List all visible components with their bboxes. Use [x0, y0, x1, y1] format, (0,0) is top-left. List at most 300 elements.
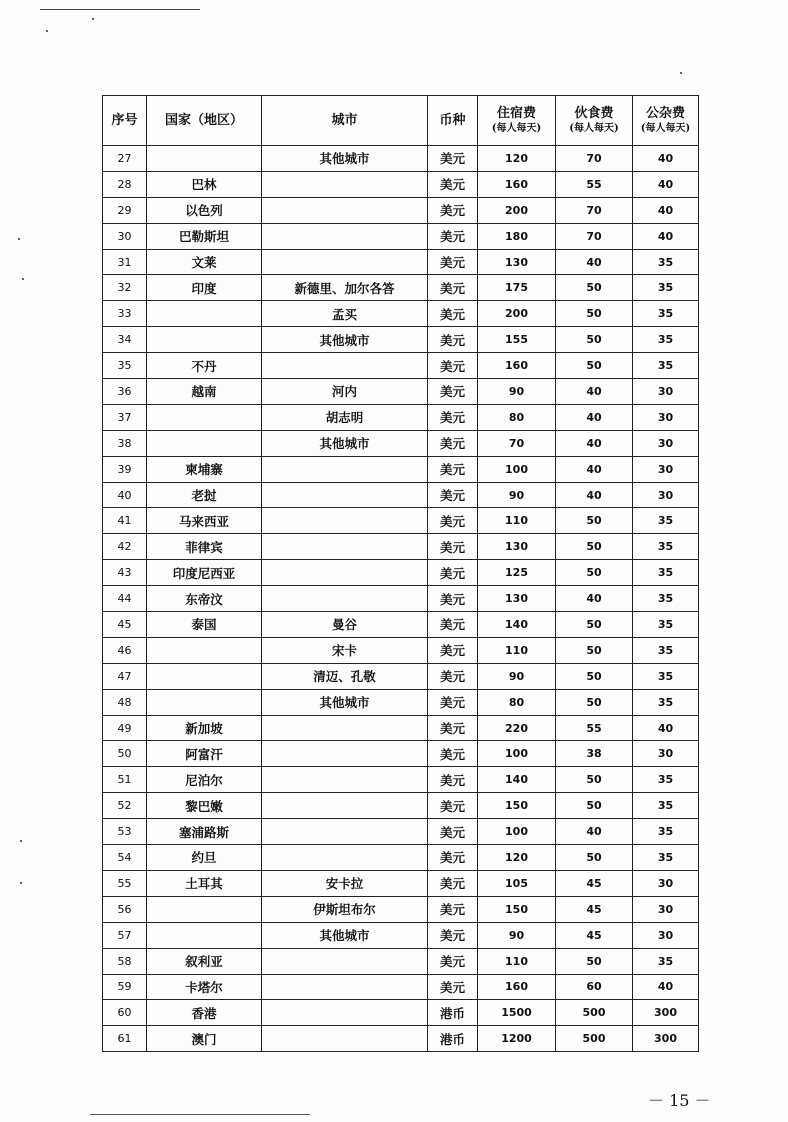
cell-currency: 美元: [428, 301, 478, 327]
cell-currency: 美元: [428, 715, 478, 741]
table-row: [103, 249, 699, 275]
cell-currency: 美元: [428, 275, 478, 301]
table-row: [103, 637, 699, 663]
cell-city: [262, 456, 428, 482]
table-row: [103, 1026, 699, 1052]
cell-misc: 30: [633, 482, 699, 508]
cell-country: 尼泊尔: [147, 767, 262, 793]
cell-seq: 46: [103, 637, 147, 663]
cell-meals: 50: [556, 508, 633, 534]
cell-seq: 42: [103, 534, 147, 560]
cell-currency: 美元: [428, 819, 478, 845]
cell-currency: 美元: [428, 612, 478, 638]
cell-seq: 48: [103, 689, 147, 715]
table-row: [103, 197, 699, 223]
cell-lodging: 90: [478, 379, 556, 405]
cell-currency: 美元: [428, 249, 478, 275]
cell-lodging: 150: [478, 896, 556, 922]
cell-lodging: 160: [478, 353, 556, 379]
cell-country: 阿富汗: [147, 741, 262, 767]
cell-lodging: 120: [478, 845, 556, 871]
cell-country: 叙利亚: [147, 948, 262, 974]
cell-seq: 60: [103, 1000, 147, 1026]
cell-meals: 40: [556, 379, 633, 405]
cell-meals: 500: [556, 1026, 633, 1052]
cell-city: [262, 948, 428, 974]
cell-misc: 35: [633, 301, 699, 327]
cell-currency: 美元: [428, 637, 478, 663]
table-row: [103, 146, 699, 172]
cell-misc: 30: [633, 404, 699, 430]
cell-lodging: 80: [478, 404, 556, 430]
table-row: [103, 275, 699, 301]
cell-seq: 54: [103, 845, 147, 871]
table-row: [103, 560, 699, 586]
cell-meals: 55: [556, 715, 633, 741]
table-row: [103, 379, 699, 405]
cell-country: [147, 327, 262, 353]
cell-meals: 70: [556, 197, 633, 223]
cell-meals: 50: [556, 637, 633, 663]
table-row: [103, 819, 699, 845]
cell-misc: 40: [633, 146, 699, 172]
cell-meals: 40: [556, 430, 633, 456]
cell-seq: 51: [103, 767, 147, 793]
cell-country: [147, 689, 262, 715]
cell-meals: 50: [556, 301, 633, 327]
cell-seq: 37: [103, 404, 147, 430]
cell-lodging: 100: [478, 741, 556, 767]
cell-currency: 美元: [428, 404, 478, 430]
cell-currency: 美元: [428, 197, 478, 223]
table-row: [103, 870, 699, 896]
header-lodging-unit: (每人每天): [491, 122, 542, 134]
cell-seq: 36: [103, 379, 147, 405]
cell-misc: 30: [633, 922, 699, 948]
cell-lodging: 155: [478, 327, 556, 353]
cell-lodging: 100: [478, 819, 556, 845]
cell-meals: 45: [556, 870, 633, 896]
cell-meals: 50: [556, 767, 633, 793]
header-seq: 序号: [103, 96, 147, 146]
cell-currency: 港币: [428, 1000, 478, 1026]
cell-misc: 40: [633, 171, 699, 197]
cell-misc: 40: [633, 715, 699, 741]
cell-currency: 美元: [428, 896, 478, 922]
cell-city: 其他城市: [262, 327, 428, 353]
cell-lodging: 130: [478, 534, 556, 560]
cell-lodging: 90: [478, 663, 556, 689]
cell-currency: 美元: [428, 767, 478, 793]
cell-meals: 40: [556, 482, 633, 508]
cell-country: 文莱: [147, 249, 262, 275]
cell-seq: 32: [103, 275, 147, 301]
cell-country: 以色列: [147, 197, 262, 223]
cell-country: 菲律宾: [147, 534, 262, 560]
cell-meals: 55: [556, 171, 633, 197]
cell-meals: 500: [556, 1000, 633, 1026]
cell-currency: 美元: [428, 534, 478, 560]
table-row: [103, 482, 699, 508]
cell-currency: 美元: [428, 327, 478, 353]
cell-lodging: 150: [478, 793, 556, 819]
cell-country: 黎巴嫩: [147, 793, 262, 819]
scan-speck: [46, 30, 48, 32]
cell-city: [262, 223, 428, 249]
travel-fee-table: [102, 95, 699, 1052]
cell-country: [147, 637, 262, 663]
cell-city: [262, 171, 428, 197]
cell-country: [147, 404, 262, 430]
cell-currency: 美元: [428, 482, 478, 508]
cell-misc: 35: [633, 819, 699, 845]
cell-country: [147, 430, 262, 456]
cell-city: 孟买: [262, 301, 428, 327]
cell-seq: 47: [103, 663, 147, 689]
cell-meals: 70: [556, 146, 633, 172]
table-row: [103, 586, 699, 612]
cell-country: 土耳其: [147, 870, 262, 896]
cell-seq: 57: [103, 922, 147, 948]
cell-lodging: 90: [478, 922, 556, 948]
table-row: [103, 896, 699, 922]
cell-currency: 美元: [428, 663, 478, 689]
cell-city: 新德里、加尔各答: [262, 275, 428, 301]
cell-country: 塞浦路斯: [147, 819, 262, 845]
cell-meals: 70: [556, 223, 633, 249]
cell-lodging: 200: [478, 301, 556, 327]
cell-seq: 33: [103, 301, 147, 327]
scan-edge-line: [40, 9, 200, 10]
cell-currency: 港币: [428, 1026, 478, 1052]
cell-seq: 28: [103, 171, 147, 197]
cell-country: 马来西亚: [147, 508, 262, 534]
cell-misc: 35: [633, 560, 699, 586]
cell-misc: 35: [633, 534, 699, 560]
cell-meals: 50: [556, 534, 633, 560]
header-lodging: [478, 96, 556, 146]
cell-meals: 50: [556, 560, 633, 586]
cell-seq: 39: [103, 456, 147, 482]
cell-city: [262, 353, 428, 379]
cell-city: [262, 560, 428, 586]
header-currency: 币种: [428, 96, 478, 146]
cell-country: 卡塔尔: [147, 974, 262, 1000]
table-row: [103, 715, 699, 741]
cell-seq: 35: [103, 353, 147, 379]
cell-lodging: 160: [478, 171, 556, 197]
cell-misc: 300: [633, 1000, 699, 1026]
cell-country: 老挝: [147, 482, 262, 508]
cell-city: [262, 1026, 428, 1052]
cell-misc: 35: [633, 663, 699, 689]
cell-currency: 美元: [428, 146, 478, 172]
table-row: [103, 171, 699, 197]
cell-currency: 美元: [428, 586, 478, 612]
cell-seq: 49: [103, 715, 147, 741]
page-number: － 15 －: [648, 1091, 711, 1110]
cell-country: 印度尼西亚: [147, 560, 262, 586]
cell-misc: 35: [633, 689, 699, 715]
cell-lodging: 175: [478, 275, 556, 301]
cell-currency: 美元: [428, 560, 478, 586]
cell-misc: 35: [633, 249, 699, 275]
table-row: [103, 767, 699, 793]
cell-lodging: 1200: [478, 1026, 556, 1052]
cell-seq: 31: [103, 249, 147, 275]
cell-country: 柬埔寨: [147, 456, 262, 482]
scan-speck: [20, 840, 22, 842]
cell-seq: 38: [103, 430, 147, 456]
cell-meals: 45: [556, 922, 633, 948]
header-country: 国家（地区）: [147, 96, 262, 146]
cell-seq: 34: [103, 327, 147, 353]
cell-seq: 56: [103, 896, 147, 922]
cell-country: [147, 146, 262, 172]
cell-country: 巴林: [147, 171, 262, 197]
scan-edge-line: [90, 1114, 310, 1115]
cell-currency: 美元: [428, 171, 478, 197]
cell-currency: 美元: [428, 922, 478, 948]
cell-currency: 美元: [428, 741, 478, 767]
cell-city: [262, 974, 428, 1000]
cell-seq: 30: [103, 223, 147, 249]
cell-seq: 50: [103, 741, 147, 767]
cell-misc: 35: [633, 508, 699, 534]
cell-country: 新加坡: [147, 715, 262, 741]
cell-meals: 45: [556, 896, 633, 922]
cell-meals: 40: [556, 404, 633, 430]
scan-speck: [22, 278, 24, 280]
cell-country: [147, 922, 262, 948]
table-row: [103, 404, 699, 430]
cell-misc: 30: [633, 430, 699, 456]
cell-lodging: 125: [478, 560, 556, 586]
cell-seq: 27: [103, 146, 147, 172]
cell-lodging: 80: [478, 689, 556, 715]
cell-lodging: 120: [478, 146, 556, 172]
cell-misc: 40: [633, 974, 699, 1000]
table-header-row: [103, 96, 699, 146]
header-misc-unit: (每人每天): [640, 122, 691, 134]
cell-currency: 美元: [428, 508, 478, 534]
cell-country: 巴勒斯坦: [147, 223, 262, 249]
cell-meals: 50: [556, 275, 633, 301]
cell-meals: 50: [556, 663, 633, 689]
cell-country: 不丹: [147, 353, 262, 379]
cell-misc: 40: [633, 223, 699, 249]
table-row: [103, 353, 699, 379]
cell-city: [262, 586, 428, 612]
header-misc-label: 公杂费: [645, 105, 685, 121]
cell-misc: 35: [633, 612, 699, 638]
cell-misc: 300: [633, 1026, 699, 1052]
cell-lodging: 110: [478, 508, 556, 534]
cell-meals: 40: [556, 586, 633, 612]
cell-city: 安卡拉: [262, 870, 428, 896]
header-meals: [556, 96, 633, 146]
table-row: [103, 974, 699, 1000]
cell-lodging: 105: [478, 870, 556, 896]
cell-city: [262, 1000, 428, 1026]
cell-country: 越南: [147, 379, 262, 405]
cell-country: 约旦: [147, 845, 262, 871]
cell-misc: 35: [633, 637, 699, 663]
cell-seq: 61: [103, 1026, 147, 1052]
cell-city: [262, 715, 428, 741]
cell-country: 香港: [147, 1000, 262, 1026]
table-row: [103, 1000, 699, 1026]
header-misc: [633, 96, 699, 146]
table-row: [103, 663, 699, 689]
cell-misc: 30: [633, 379, 699, 405]
cell-lodging: 90: [478, 482, 556, 508]
cell-city: 曼谷: [262, 612, 428, 638]
cell-currency: 美元: [428, 353, 478, 379]
cell-city: 伊斯坦布尔: [262, 896, 428, 922]
cell-currency: 美元: [428, 456, 478, 482]
cell-meals: 50: [556, 327, 633, 353]
cell-currency: 美元: [428, 223, 478, 249]
cell-city: 其他城市: [262, 922, 428, 948]
cell-misc: 40: [633, 197, 699, 223]
header-lodging-label: 住宿费: [496, 105, 536, 121]
table-row: [103, 534, 699, 560]
table-row: [103, 793, 699, 819]
cell-seq: 43: [103, 560, 147, 586]
cell-seq: 55: [103, 870, 147, 896]
cell-meals: 40: [556, 819, 633, 845]
cell-currency: 美元: [428, 870, 478, 896]
cell-seq: 59: [103, 974, 147, 1000]
cell-meals: 60: [556, 974, 633, 1000]
header-meals-unit: (每人每天): [569, 122, 619, 134]
cell-country: [147, 301, 262, 327]
cell-seq: 44: [103, 586, 147, 612]
cell-seq: 58: [103, 948, 147, 974]
table-row: [103, 223, 699, 249]
cell-country: [147, 663, 262, 689]
cell-lodging: 200: [478, 197, 556, 223]
cell-city: [262, 741, 428, 767]
cell-misc: 35: [633, 275, 699, 301]
cell-currency: 美元: [428, 430, 478, 456]
cell-currency: 美元: [428, 948, 478, 974]
table-row: [103, 430, 699, 456]
cell-city: 胡志明: [262, 404, 428, 430]
cell-misc: 30: [633, 741, 699, 767]
table-row: [103, 612, 699, 638]
cell-city: 清迈、孔敬: [262, 663, 428, 689]
cell-city: [262, 534, 428, 560]
cell-meals: 50: [556, 689, 633, 715]
cell-currency: 美元: [428, 974, 478, 1000]
cell-misc: 35: [633, 586, 699, 612]
cell-lodging: 110: [478, 948, 556, 974]
cell-misc: 35: [633, 353, 699, 379]
scan-speck: [20, 882, 22, 884]
cell-city: [262, 482, 428, 508]
table-row: [103, 741, 699, 767]
cell-city: 其他城市: [262, 146, 428, 172]
cell-misc: 30: [633, 870, 699, 896]
cell-city: 宋卡: [262, 637, 428, 663]
table-row: [103, 456, 699, 482]
cell-city: [262, 819, 428, 845]
table-body: [103, 146, 699, 1052]
cell-meals: 40: [556, 456, 633, 482]
cell-lodging: 160: [478, 974, 556, 1000]
cell-meals: 38: [556, 741, 633, 767]
table-row: [103, 845, 699, 871]
cell-meals: 40: [556, 249, 633, 275]
cell-seq: 52: [103, 793, 147, 819]
cell-misc: 35: [633, 845, 699, 871]
cell-misc: 35: [633, 327, 699, 353]
cell-misc: 35: [633, 767, 699, 793]
cell-city: [262, 508, 428, 534]
cell-misc: 30: [633, 896, 699, 922]
cell-city: 其他城市: [262, 689, 428, 715]
cell-city: [262, 767, 428, 793]
cell-city: [262, 197, 428, 223]
cell-lodging: 130: [478, 586, 556, 612]
cell-seq: 53: [103, 819, 147, 845]
header-city: 城市: [262, 96, 428, 146]
cell-currency: 美元: [428, 379, 478, 405]
cell-city: 其他城市: [262, 430, 428, 456]
scan-speck: [18, 238, 20, 240]
cell-meals: 50: [556, 948, 633, 974]
cell-currency: 美元: [428, 689, 478, 715]
cell-lodging: 100: [478, 456, 556, 482]
table-row: [103, 948, 699, 974]
cell-seq: 45: [103, 612, 147, 638]
cell-lodging: 70: [478, 430, 556, 456]
cell-city: 河内: [262, 379, 428, 405]
cell-city: [262, 793, 428, 819]
cell-lodging: 130: [478, 249, 556, 275]
cell-city: [262, 249, 428, 275]
table-row: [103, 508, 699, 534]
cell-currency: 美元: [428, 793, 478, 819]
cell-city: [262, 845, 428, 871]
cell-seq: 41: [103, 508, 147, 534]
cell-currency: 美元: [428, 845, 478, 871]
cell-lodging: 180: [478, 223, 556, 249]
scan-speck: [680, 72, 682, 74]
table-row: [103, 922, 699, 948]
cell-misc: 35: [633, 948, 699, 974]
cell-country: [147, 896, 262, 922]
cell-seq: 40: [103, 482, 147, 508]
cell-country: 东帝汶: [147, 586, 262, 612]
scan-speck: [92, 18, 94, 20]
cell-seq: 29: [103, 197, 147, 223]
cell-meals: 50: [556, 353, 633, 379]
cell-meals: 50: [556, 793, 633, 819]
header-meals-label: 伙食费: [574, 105, 614, 121]
cell-misc: 30: [633, 456, 699, 482]
cell-country: 泰国: [147, 612, 262, 638]
cell-lodging: 220: [478, 715, 556, 741]
cell-meals: 50: [556, 845, 633, 871]
table-row: [103, 327, 699, 353]
cell-misc: 35: [633, 793, 699, 819]
table-row: [103, 689, 699, 715]
cell-country: 澳门: [147, 1026, 262, 1052]
table-row: [103, 301, 699, 327]
